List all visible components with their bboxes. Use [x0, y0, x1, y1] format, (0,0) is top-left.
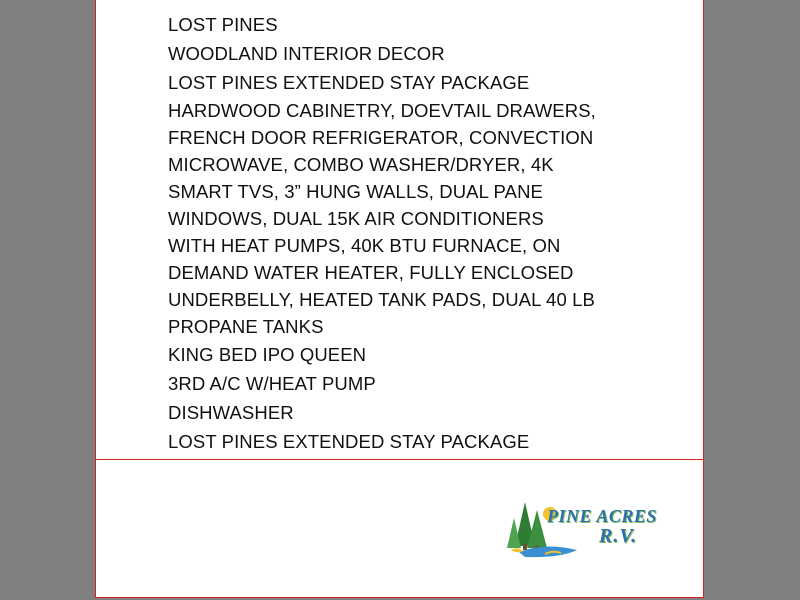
- list-item: FRENCH DOOR REFRIGERATOR, CONVECTION: [168, 127, 594, 148]
- list-item: WINDOWS, DUAL 15K AIR CONDITIONERS: [168, 208, 544, 229]
- options-list: [168, 10, 688, 456]
- section-divider: [96, 459, 703, 460]
- list-item: UNDERBELLY, HEATED TANK PADS, DUAL 40 LB: [168, 289, 595, 310]
- list-item: 3RD A/C W/HEAT PUMP: [168, 373, 376, 394]
- logo-text-line1: PINE ACRES: [547, 506, 657, 526]
- list-item: LOST PINES EXTENDED STAY PACKAGE: [168, 431, 530, 452]
- list-item: SMART TVS, 3” HUNG WALLS, DUAL PANE: [168, 181, 543, 202]
- list-item: MICROWAVE, COMBO WASHER/DRYER, 4K: [168, 154, 554, 175]
- list-item: WITH HEAT PUMPS, 40K BTU FURNACE, ON: [168, 235, 561, 256]
- list-item: WOODLAND INTERIOR DECOR: [168, 43, 445, 64]
- list-item: KING BED IPO QUEEN: [168, 344, 367, 365]
- list-item: HARDWOOD CABINETRY, DOEVTAIL DRAWERS,: [168, 100, 596, 121]
- logo-text-line2: R.V.: [599, 525, 638, 547]
- list-item: LOST PINES: [168, 14, 278, 35]
- list-item: DEMAND WATER HEATER, FULLY ENCLOSED: [168, 262, 574, 283]
- list-item: DISHWASHER: [168, 402, 294, 423]
- document-page: [95, 0, 704, 598]
- dealer-logo: [505, 496, 675, 560]
- list-item: LOST PINES EXTENDED STAY PACKAGE: [168, 72, 530, 93]
- list-item: PROPANE TANKS: [168, 316, 324, 337]
